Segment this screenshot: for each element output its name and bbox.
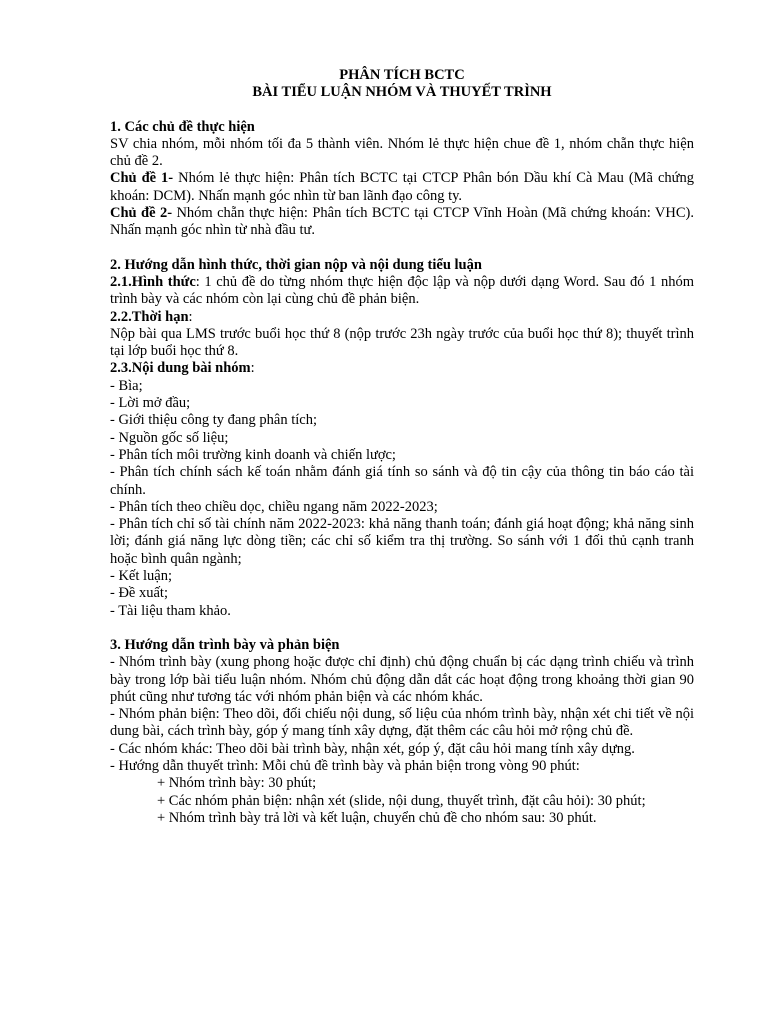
list-item: - Lời mở đầu; [110,395,191,412]
deadline-heading [110,309,694,326]
topic-1-paragraph [110,170,694,205]
sub-list-item: + Nhóm trình bày: 30 phút; [157,775,317,792]
form-label: 2.1.Hình thức [110,273,196,290]
title-line-1: PHÂN TÍCH BCTC [339,67,465,83]
section-1-heading: 1. Các chủ đề thực hiện [110,118,255,135]
section-3-heading: 3. Hướng dẫn trình bày và phản biện [110,636,340,653]
list-item: - Nguồn gốc số liệu; [110,429,229,446]
content-colon: : [250,360,255,377]
content-label: 2.3.Nội dung bài nhóm [110,360,251,377]
content-item-list [110,378,694,620]
list-item: - Kết luận; [110,568,173,585]
topic-2-label: Chủ đề 2- [110,205,173,222]
list-item: - Giới thiệu công ty đang phân tích; [110,412,318,429]
section-1-intro: SV chia nhóm, mỗi nhóm tối đa 5 thành viên. Nhóm lẻ thực hiện chue đề 1, nhóm chẵn thực hiện chủ đề 2. [110,135,694,170]
deadline-label: 2.2.Thời hạn [110,308,189,325]
document-body [110,67,694,827]
list-item: - Phân tích chính sách kế toán nhằm đánh giá tính so sánh và độ tin cậy của thông tin báo cáo tài chính. [110,464,694,498]
sub-list-item: + Nhóm trình bày trả lời và kết luận, chuyển chủ đề cho nhóm sau: 30 phút. [157,809,597,826]
section-3-paragraph: - Hướng dẫn thuyết trình: Mỗi chủ đề trình bày và phản biện trong vòng 90 phút: [110,757,580,774]
form-paragraph [110,274,694,309]
title-line-2: BÀI TIỂU LUẬN NHÓM VÀ THUYẾT TRÌNH [252,84,552,101]
deadline-colon: : [188,308,193,325]
list-item: - Phân tích môi trường kinh doanh và chiến lược; [110,446,396,463]
list-item: - Bìa; [110,377,143,394]
content-heading [110,360,694,377]
sub-list-item: + Các nhóm phản biện: nhận xét (slide, nội dung, thuyết trình, đặt câu hỏi): 30 phút; [157,792,646,809]
topic-2-text: Nhóm chẵn thực hiện: Phân tích BCTC tại CTCP Vĩnh Hoàn (Mã chứng khoán: VHC). Nhấn mạnh góc nhìn từ nhà đầu tư. [110,205,694,239]
list-item: - Phân tích theo chiều dọc, chiều ngang năm 2022-2023; [110,498,438,515]
section-2-heading: 2. Hướng dẫn hình thức, thời gian nộp và nội dung tiểu luận [110,256,482,273]
list-item: - Phân tích chỉ số tài chính năm 2022-2023: khả năng thanh toán; đánh giá hoạt động; khả năng sinh lời; đánh giá năng lực dòng tiền; các chỉ số kiểm tra thị trường. So sánh với 1 đối thủ cạnh tranh hoặc bình quân ngành; [110,516,694,567]
list-item: - Đề xuất; [110,585,168,602]
section-3-paragraph: - Nhóm phản biện: Theo dõi, đối chiếu nội dung, số liệu của nhóm trình bày, nhận xét chi tiết về nội dung bài, cách trình bày, góp ý mang tính xây dựng, đặt thêm các câu hỏi mở rộng chủ đề. [110,706,694,740]
section-3-paragraph: - Các nhóm khác: Theo dõi bài trình bày, nhận xét, góp ý, đặt câu hỏi mang tính xây dựng. [110,740,635,757]
topic-2-paragraph [110,205,694,240]
form-text: : 1 chủ đề do từng nhóm thực hiện độc lập và nộp dưới dạng Word. Sau đó 1 nhóm trình bày và các nhóm còn lại cùng chủ đề phản biện. [110,273,694,308]
section-3-paragraph: - Nhóm trình bày (xung phong hoặc được chỉ định) chủ động chuẩn bị các dạng trình chiếu và trình bày trong lớp bài tiểu luận nhóm. Nhóm chủ động dẫn dắt các hoạt động trong khoảng thời gian 90 phút cũng như tương tác với nhóm phản biện và các nhóm khác. [110,654,694,705]
topic-1-label: Chủ đề 1- [110,170,174,187]
deadline-text: Nộp bài qua LMS trước buổi học thứ 8 (nộp trước 23h ngày trước của buổi học thứ 8); thuyết trình tại lớp buổi học thứ 8. [110,325,694,360]
list-item: - Tài liệu tham khảo. [110,602,231,619]
topic-1-text: Nhóm lẻ thực hiện: Phân tích BCTC tại CTCP Phân bón Dầu khí Cà Mau (Mã chứng khoán: DCM). Nhấn mạnh góc nhìn từ ban lãnh đạo công ty. [110,170,695,204]
